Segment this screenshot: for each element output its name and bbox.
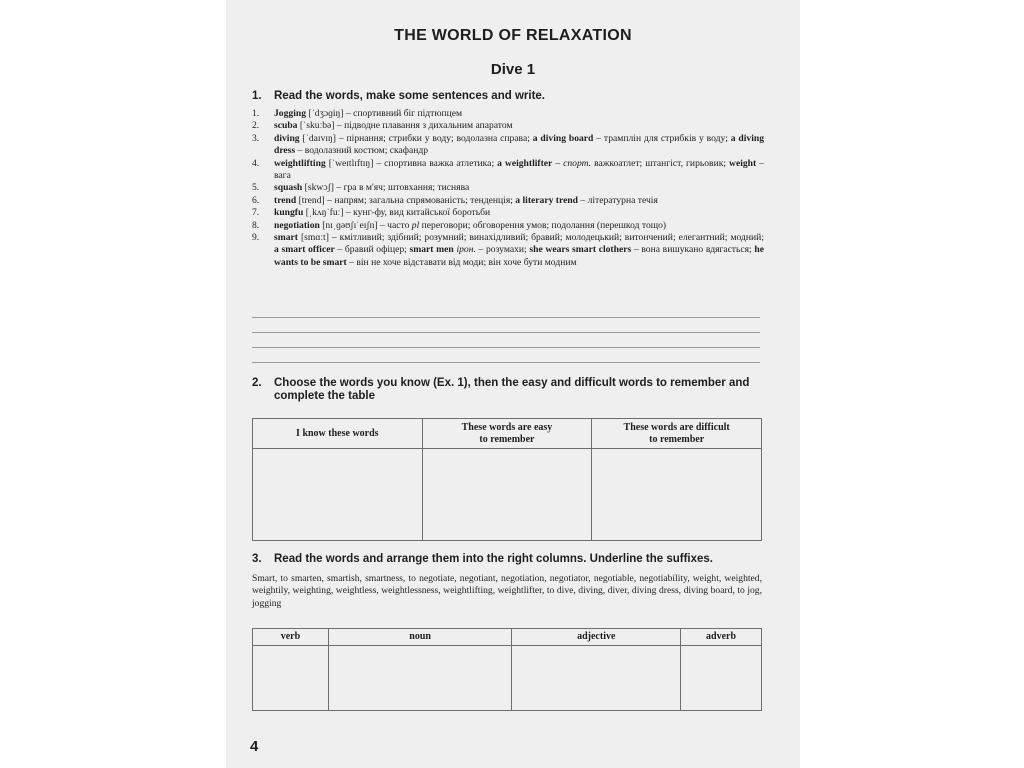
col-easy-line1: These words are easy <box>461 421 553 433</box>
col-difficult-header <box>592 419 762 449</box>
vocab-item-text: diving [ˈdaɪvɪŋ] – пірнання; стрибки у воду; водолазна справа; a diving board – трамплін для стрибків у воду; a diving dress – водолазний костюм; скафандр <box>274 132 764 157</box>
task-1-number: 1. <box>252 90 262 102</box>
vocab-item <box>252 158 764 183</box>
task-1-instruction <box>252 90 772 103</box>
col-adjective-header: adjective <box>512 629 681 646</box>
task-2-number: 2. <box>252 377 262 389</box>
task-3-text: Read the words and arrange them into the right columns. Underline the suffixes. <box>274 553 713 565</box>
workbook-page <box>226 0 800 768</box>
vocab-item-number: 3. <box>252 132 260 144</box>
vocab-item <box>252 120 764 132</box>
writing-line <box>252 347 760 348</box>
vocab-item-number: 5. <box>252 182 260 194</box>
answer-cell[interactable] <box>253 646 329 711</box>
answer-cell[interactable] <box>328 646 512 711</box>
vocab-item-text: smart [smɑːt] – кмітливий; здібний; розумний; винахідливий; бравий; молодецький; витончений; елегантний; модний; a smart officer – бравий офіцер; smart men ірон. – розумахи; she wears smart clothers – вона вишукано вдягається; he wants to be smart – він не хоче відставати від моди; він хоче бути модним <box>274 232 764 268</box>
vocab-item <box>252 207 764 219</box>
task-3-number: 3. <box>252 553 262 565</box>
answer-cell[interactable] <box>422 449 592 541</box>
vocab-item-number: 8. <box>252 219 260 231</box>
writing-line <box>252 332 760 333</box>
writing-line <box>252 362 760 363</box>
task-3-instruction <box>252 553 772 566</box>
answer-cell[interactable] <box>592 449 762 541</box>
vocab-item <box>252 182 764 194</box>
vocab-item-text: Jogging [ˈdʒɔɡiŋ] – спортивний біг підтюпцем <box>274 108 463 119</box>
vocab-item <box>252 133 764 158</box>
vocab-item <box>252 108 764 120</box>
page-subtitle: Dive 1 <box>490 61 536 78</box>
task-2-text: Choose the words you know (Ex. 1), then the easy and difficult words to remember and complete the table <box>274 377 750 402</box>
vocab-item-text: scuba [ˈskuːbə] – підводне плавання з дихальним апаратом <box>274 120 513 132</box>
task-3-words: Smart, to smarten, smartish, smartness, to negotiate, negotiant, negotiation, negotiator, negotiable, negotiability, weight, weighted, weightily, weighting, weightless, weightlessness, weightlifting, weightlifter, to dive, diving, diver, diving dress, diving board, to jog, jogging <box>252 573 762 609</box>
vocab-item-text: trend [trend] – напрям; загальна спрямованість; тенденція; a literary trend – літературна течія <box>274 194 658 206</box>
col-know-header: I know these words <box>253 419 423 449</box>
answer-cell[interactable] <box>253 449 423 541</box>
col-easy-line2: to remember <box>479 433 535 445</box>
writing-line <box>252 317 760 318</box>
col-easy-header <box>422 419 592 449</box>
vocab-item-number: 6. <box>252 194 260 206</box>
vocab-item-text: squash [skwɔʃ] – гра в м'яч; штовхання; тиснява <box>274 182 470 194</box>
vocab-item-number: 7. <box>252 207 260 219</box>
page-number: 4 <box>250 738 259 755</box>
vocab-item <box>252 220 764 232</box>
col-verb-header: verb <box>253 629 329 646</box>
vocab-item-text: weightlifting [ˈweɪtlɪftɪŋ] – спортивна важка атлетика; a weightlifter – спорт. важкоатлет; штангіст, гирьовик; weight – вага <box>274 157 764 182</box>
page-title: THE WORLD OF RELAXATION <box>394 27 632 44</box>
words-table <box>252 418 762 541</box>
vocab-item-text: kungfu [ˌkʌŋˈfuː] – кунг-фу, вид китайської боротьби <box>274 207 491 219</box>
vocab-item <box>252 195 764 207</box>
task-2-instruction <box>252 377 772 403</box>
answer-cell[interactable] <box>681 646 762 711</box>
answer-cell[interactable] <box>512 646 681 711</box>
col-difficult-line1: These words are difficult <box>623 421 730 433</box>
vocab-item-number: 1. <box>252 108 260 119</box>
vocab-item-number: 9. <box>252 232 260 244</box>
vocab-item-text: negotiation [nɪˌɡəʊʃɪˈeɪʃn] – часто pl переговори; обговорення умов; подолання (перешкод тощо) <box>274 219 667 231</box>
col-noun-header: noun <box>328 629 512 646</box>
vocabulary-list <box>252 108 764 269</box>
vocab-item-number: 2. <box>252 120 260 132</box>
parts-of-speech-table <box>252 628 762 711</box>
col-adverb-header: adverb <box>681 629 762 646</box>
col-difficult-line2: to remember <box>649 433 705 445</box>
vocab-item <box>252 232 764 269</box>
task-1-text: Read the words, make some sentences and write. <box>274 90 545 102</box>
vocab-item-number: 4. <box>252 157 260 169</box>
